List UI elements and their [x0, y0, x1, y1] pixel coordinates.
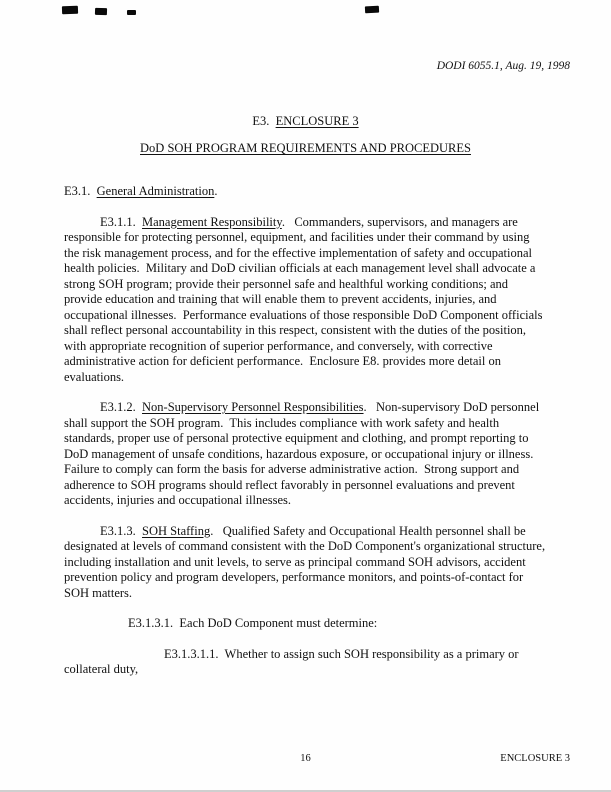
footer-enclosure-label: ENCLOSURE 3 — [500, 753, 570, 764]
section-number: E3.1. — [64, 184, 97, 198]
paragraph-title: Non-Supervisory Personnel Responsibilities — [142, 400, 364, 414]
paragraph-number: E3.1.1. — [100, 214, 143, 229]
document-subtitle-text: DoD SOH PROGRAM REQUIREMENTS AND PROCEDURES — [140, 141, 471, 155]
page-number: 16 — [300, 753, 311, 764]
paragraph-number: E3.1.3.1. — [128, 616, 180, 630]
paragraph-body: Each DoD Component must determine: — [179, 616, 378, 630]
paragraph-body: . Qualified Safety and Occupational Health personnel shall be designated at levels of command consistent with the DoD Component's organizational structure, including installation and unit levels, to serve as principal command SOH advisors, accident prevention policy and program developers, performance monitors, and points-of-contact for SOH matters. — [64, 523, 549, 600]
enclosure-title — [0, 114, 611, 129]
document-body — [0, 184, 611, 678]
section-title: General Administration — [96, 184, 215, 198]
section-heading-e31 — [64, 184, 547, 200]
paragraph-title: Management Responsibility — [142, 214, 282, 229]
scan-artifact — [62, 6, 78, 15]
paragraph-body: . Commanders, supervisors, and managers are responsible for protecting personnel, equipment, and facilities under their command by using the risk management process, and for the effective implementation of safety and occupational health policies. Military and DoD civilian officials at each management level shall advocate a strong SOH program; provide their personnel safe and healthful working conditions; and provide education and training that will enable them to prevent accidents, injuries, and occupational illnesses. Performance evaluations of those responsible DoD Component officials shall reflect personal accountability in this respect, consistent with the duties of the position, with appropriate recognition of superior performance, and conversely, with corrective administrative action for deficient performance. Enclosure E8. provides more detail on evaluations. — [64, 214, 546, 384]
enclosure-title-prefix: E3. — [252, 114, 276, 128]
paragraph-e3-1-1 — [64, 215, 547, 386]
document-subtitle — [0, 141, 611, 156]
document-id-header — [0, 48, 611, 84]
paragraph-body: Whether to assign such SOH responsibility as a primary or collateral duty, — [64, 646, 522, 676]
paragraph-e3-1-3 — [64, 524, 547, 602]
paragraph-number: E3.1.3.1.1. — [164, 646, 225, 661]
scan-artifact — [365, 6, 379, 14]
paragraph-number: E3.1.2. — [100, 400, 143, 414]
paragraph-body: . Non-supervisory DoD personnel shall support the SOH program. This includes compliance with work safety and health standards, proper use of personal protective equipment and clothing, and prompt reporting to DoD management of unsafe conditions, hazardous exposure, or occupational injury or illness. Failure to comply can form the basis for adverse administrative action. Strong support and adherence to SOH programs should reflect favorably in personnel evaluations and prevent accidents, injuries and occupational illnesses. — [64, 400, 543, 507]
paragraph-title: SOH Staffing — [142, 523, 211, 538]
page-footer — [0, 753, 611, 769]
paragraph-e3-1-2 — [64, 400, 547, 509]
enclosure-title-text: ENCLOSURE 3 — [275, 114, 359, 128]
scan-artifact — [127, 10, 136, 15]
paragraph-e3-1-3-1-1 — [64, 647, 547, 678]
paragraph-e3-1-3-1 — [64, 616, 547, 632]
scan-artifact — [95, 8, 107, 15]
document-id-text: DODI 6055.1, Aug. 19, 1998 — [436, 60, 570, 72]
section-suffix: . — [214, 184, 218, 198]
paragraph-number: E3.1.3. — [100, 523, 143, 538]
